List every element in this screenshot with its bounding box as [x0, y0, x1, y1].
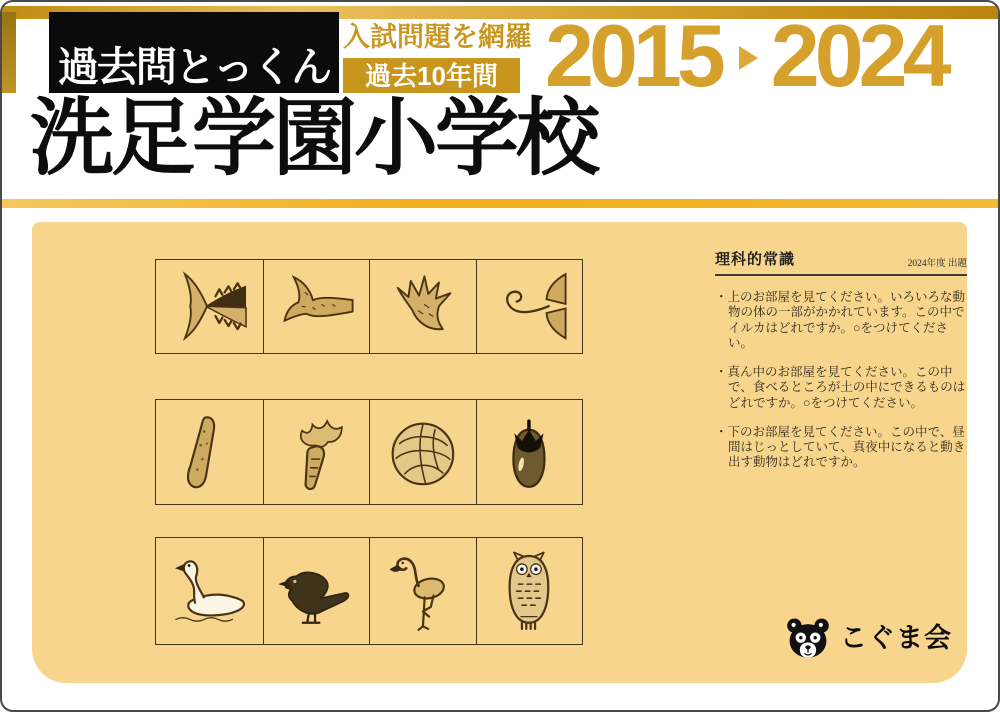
question-item: ・上のお部屋を見てください。いろいろな動物の体の一部がかかれています。この中でイルカはどれですか。○をつけてください。: [715, 290, 966, 350]
cell-fish-tail-image: [156, 260, 263, 353]
question-list: [715, 290, 967, 471]
year-end: 2024: [770, 6, 947, 105]
question-item: ・下のお部屋を見てください。この中で、昼間はじっとしていて、真夜中になると動き出す動物はどれですか。: [715, 424, 966, 470]
kogumakai-logo: [784, 616, 952, 661]
question-grid-row-top: [155, 259, 583, 354]
school-title: 洗足学園小学校: [30, 91, 598, 185]
heading-rule: [715, 274, 967, 276]
cell-cucumber-image: [156, 400, 263, 504]
cell-crow-image: [263, 538, 370, 644]
year-range: [545, 6, 947, 105]
sample-question-panel: [32, 222, 967, 683]
cell-owl-image: [476, 538, 583, 644]
gold-separator-bar: [2, 199, 998, 208]
cell-whale-fluke-image: [263, 260, 370, 353]
cell-webbed-foot-image: [369, 260, 476, 353]
cell-eggplant-image: [476, 400, 583, 504]
cell-cabbage-image: [369, 400, 476, 504]
category-heading: 理科的常識: [715, 251, 796, 268]
question-column: [715, 248, 967, 485]
question-grid-row-middle: [155, 399, 583, 505]
cell-carrot-image: [263, 400, 370, 504]
year-start: 2015: [545, 6, 721, 105]
series-badge: 過去問とっくん: [49, 12, 339, 93]
cell-flamingo-image: [369, 538, 476, 644]
period-badge: 過去10年間: [343, 58, 520, 93]
tagline: 入試問題を網羅: [343, 22, 532, 52]
cell-swan-image: [156, 538, 263, 644]
logo-text: こぐま会: [840, 623, 952, 653]
year-note: 2024年度 出題: [907, 259, 967, 269]
bear-face-icon: [784, 616, 832, 661]
cell-ray-tail-image: [476, 260, 583, 353]
question-grid-row-bottom: [155, 537, 583, 645]
right-triangle-icon: [739, 46, 758, 70]
left-gold-strip: [2, 12, 16, 93]
question-item: ・真ん中のお部屋を見てください。この中で、食べるところが土の中にできるものはどれですか。○をつけてください。: [715, 365, 966, 410]
